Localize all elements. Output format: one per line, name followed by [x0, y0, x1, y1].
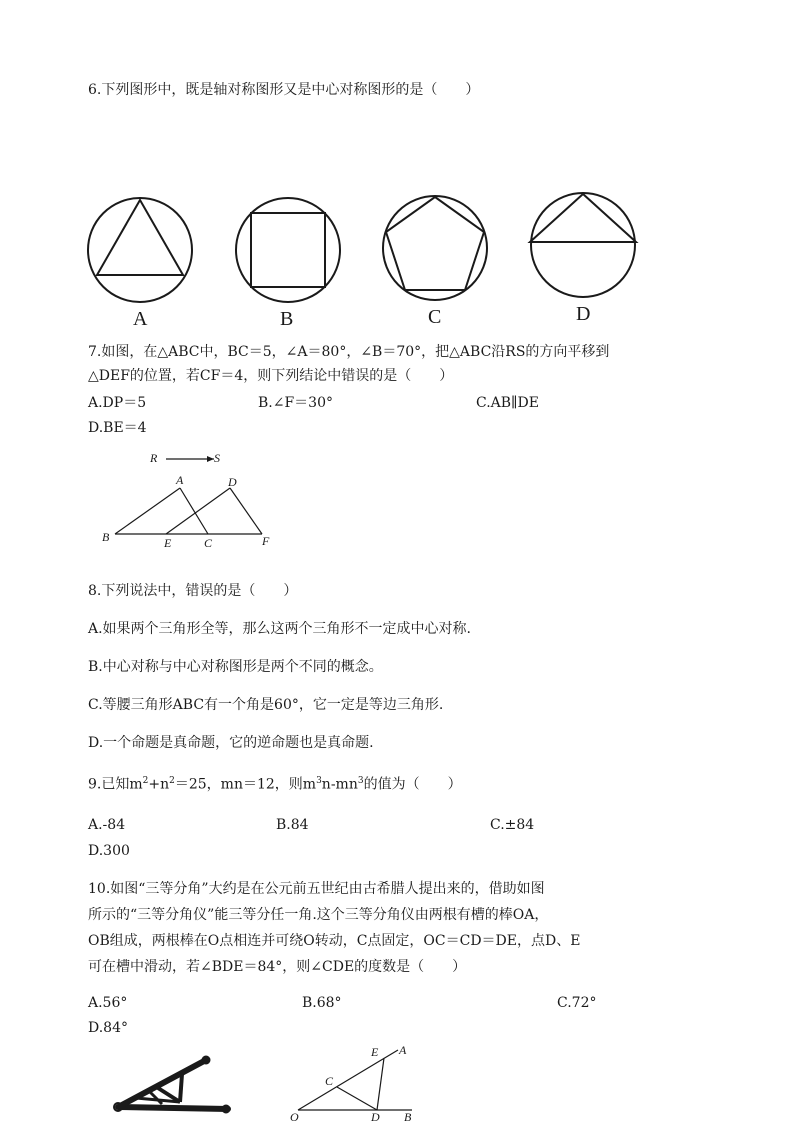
q7-label-r: R — [150, 451, 158, 465]
q9-option-b: B.84 — [276, 817, 309, 833]
q7-label-a: A — [176, 473, 184, 487]
q8-stem: 8.下列说法中，错误的是（ ） — [88, 583, 298, 599]
q9-option-a: A.-84 — [88, 817, 126, 833]
q6-label-b: B — [280, 308, 294, 330]
q7-label-d: D — [228, 475, 237, 489]
q7-option-c: C.AB∥DE — [476, 395, 539, 411]
q7-option-a: A.DP＝5 — [88, 395, 147, 411]
q7-label-f: F — [262, 534, 270, 548]
q8-option-d: D.一个命题是真命题，它的逆命题也是真命题. — [88, 735, 374, 751]
q10-label-c: C — [325, 1074, 334, 1088]
q10-label-b: B — [404, 1110, 412, 1124]
q7-label-e: E — [164, 536, 172, 550]
q6-stem: 6.下列图形中，既是轴对称图形又是中心对称图形的是（ ） — [88, 82, 480, 98]
q9-stem: 9.已知$m^2+n^2=25$，mn＝12，则$m^3n-mn^3$的值为（ ） — [88, 776, 462, 793]
q7-option-b: B.∠F＝30° — [258, 395, 333, 411]
q10-label-a: A — [399, 1043, 407, 1057]
q8-option-a: A.如果两个三角形全等，那么这两个三角形不一定成中心对称. — [88, 621, 472, 637]
q6-label-c: C — [428, 306, 442, 328]
q10-label-o: O — [290, 1110, 299, 1124]
q10-option-d: D.84° — [88, 1020, 128, 1036]
q10-label-e: E — [371, 1045, 379, 1059]
q10-stem-line4: 可在槽中滑动，若∠BDE＝84°，则∠CDE的度数是（ ） — [88, 959, 467, 975]
q10-label-d: D — [371, 1110, 380, 1124]
q10-option-a: A.56° — [88, 995, 128, 1011]
q6-label-d: D — [576, 303, 591, 325]
q7-label-c: C — [204, 536, 213, 550]
q10-stem-line1: 10.如图“三等分角”大约是在公元前五世纪由古希腊人提出来的，借助如图 — [88, 881, 545, 897]
q7-option-d: D.BE＝4 — [88, 420, 147, 436]
q10-stem-line2: 所示的“三等分角仪”能三等分任一角.这个三等分角仪由两根有槽的棒OA， — [88, 907, 549, 923]
q7-label-b: B — [102, 530, 110, 544]
q7-stem-line1: 7.如图，在△ABC中，BC＝5，∠A＝80°，∠B＝70°，把△ABC沿RS的方向平移到 — [88, 344, 610, 360]
q9-option-c: C.±84 — [490, 817, 535, 833]
q9-option-d: D.300 — [88, 843, 130, 859]
q10-option-c: C.72° — [557, 995, 597, 1011]
q6-label-a: A — [133, 308, 148, 330]
q8-option-b: B.中心对称与中心对称图形是两个不同的概念。 — [88, 659, 383, 675]
q7-stem-line2: △DEF的位置，若CF＝4，则下列结论中错误的是（ ） — [88, 368, 454, 384]
q10-stem-line3: OB组成，两根棒在O点相连并可绕O转动，C点固定，OC＝CD＝DE，点D、E — [88, 933, 581, 949]
q8-option-c: C.等腰三角形ABC有一个角是60°，它一定是等边三角形. — [88, 697, 444, 713]
q10-option-b: B.68° — [302, 995, 342, 1011]
q7-label-s: S — [214, 451, 220, 465]
